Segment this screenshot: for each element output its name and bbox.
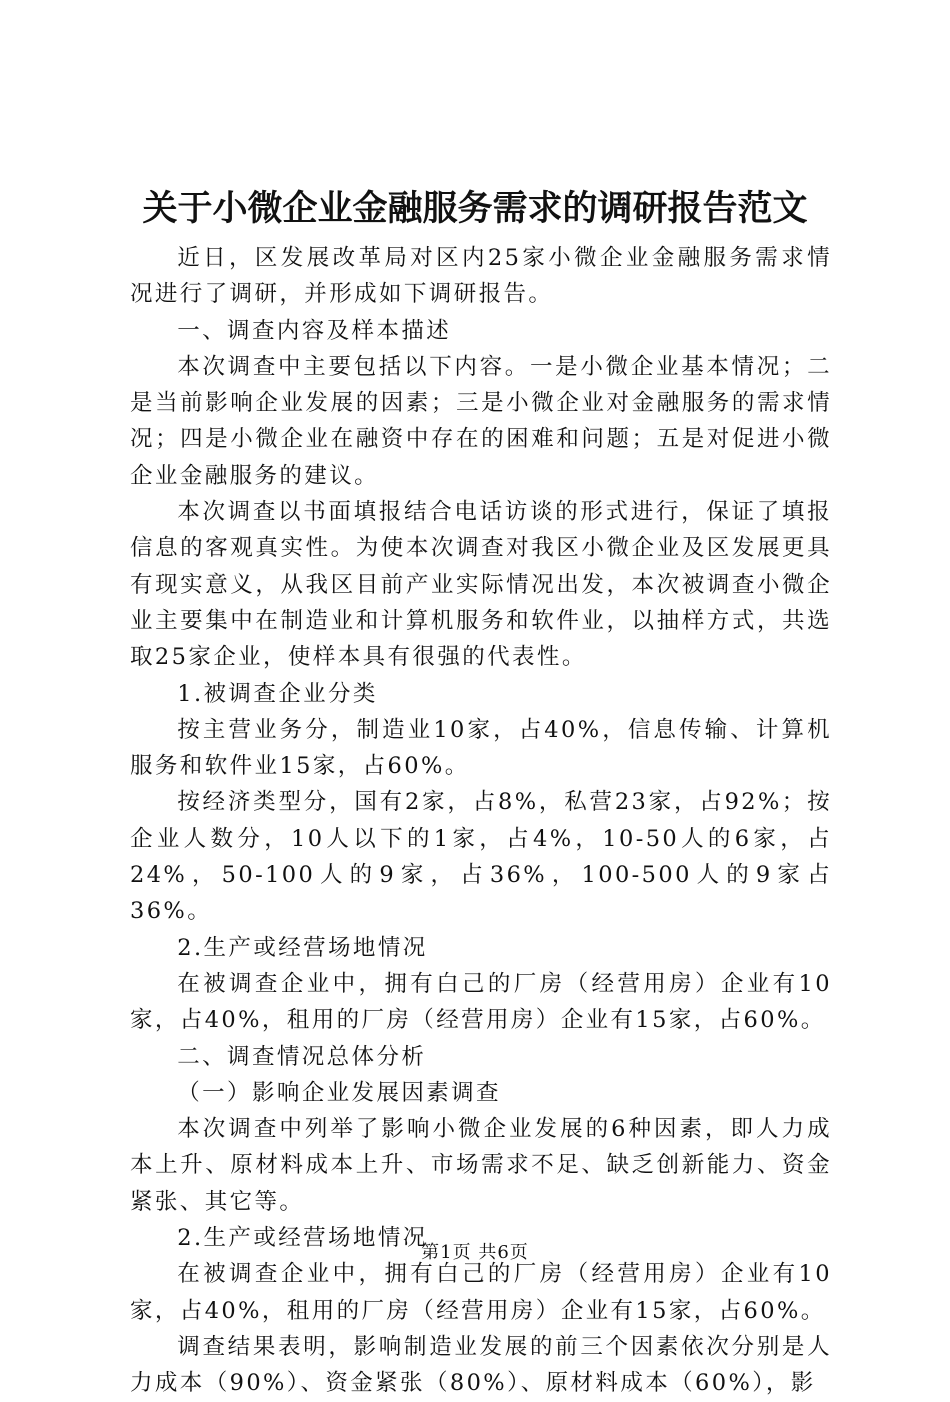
subsection-heading: 2.生产或经营场地情况 — [177, 1225, 428, 1252]
section-heading: 一、调查内容及样本描述 — [177, 317, 452, 344]
paragraph: 本次调查中列举了影响小微企业发展的6种因素，即人力成本上升、原材料成本上升、市场需求不足、缺乏创新能力、资金紧张、其它等。 — [130, 1116, 832, 1215]
subsection-heading: 2.生产或经营场地情况 — [177, 934, 428, 961]
paragraph: 在被调查企业中，拥有白己的厂房（经营用房）企业有10家，占40%，租用的厂房（经营用房）企业有15家，占60%。 — [130, 970, 832, 1034]
document-title: 关于小微企业金融服务需求的调研报告范文 — [142, 189, 808, 229]
subsection-heading: （一）影响企业发展因素调查 — [177, 1079, 501, 1106]
section-heading: 二、调查情况总体分析 — [177, 1043, 427, 1070]
paragraph: 本次调查以书面填报结合电话访谈的形式进行，保证了填报信息的客观真实性。为使本次调查对我区小微企业及区发展更具有现实意义，从我区目前产业实际情况出发，本次被调查小微企业主要集中在制造业和计算机服务和软件业，以抽样方式，共选取25家企业，使样本具有很强的代表性。 — [130, 499, 832, 671]
paragraph: 按主营业务分，制造业10家，占40%，信息传输、计算机服务和软件业15家，占60%。 — [130, 716, 832, 780]
paragraph: 调查结果表明，影响制造业发展的前三个因素依次分别是人力成本（90%）、资金紧张（80%）、原材料成本（60%），影 — [130, 1333, 832, 1397]
page-number-footer: 第1页 共6页 — [421, 1242, 529, 1263]
paragraph: 按经济类型分，国有2家，占8%，私营23家，占92%；按企业人数分，10人以下的1家，占4%，10-50人的6家，占24%，50-100人的9家，占36%，100-500人的9家占36%。 — [130, 789, 832, 925]
document-body — [130, 240, 832, 1402]
paragraph: 近日，区发展改革局对区内25家小微企业金融服务需求情况进行了调研，并形成如下调研报告。 — [130, 245, 832, 308]
paragraph: 在被调查企业中，拥有白己的厂房（经营用房）企业有10家，占40%，租用的厂房（经营用房）企业有15家，占60%。 — [130, 1261, 832, 1324]
paragraph: 本次调查中主要包括以下内容。一是小微企业基本情况；二是当前影响企业发展的因素；三是小微企业对金融服务的需求情况；四是小微企业在融资中存在的困难和问题；五是对促进小微企业金融服务的建议。 — [130, 353, 832, 489]
subsection-heading: 1.被调查企业分类 — [177, 680, 378, 707]
